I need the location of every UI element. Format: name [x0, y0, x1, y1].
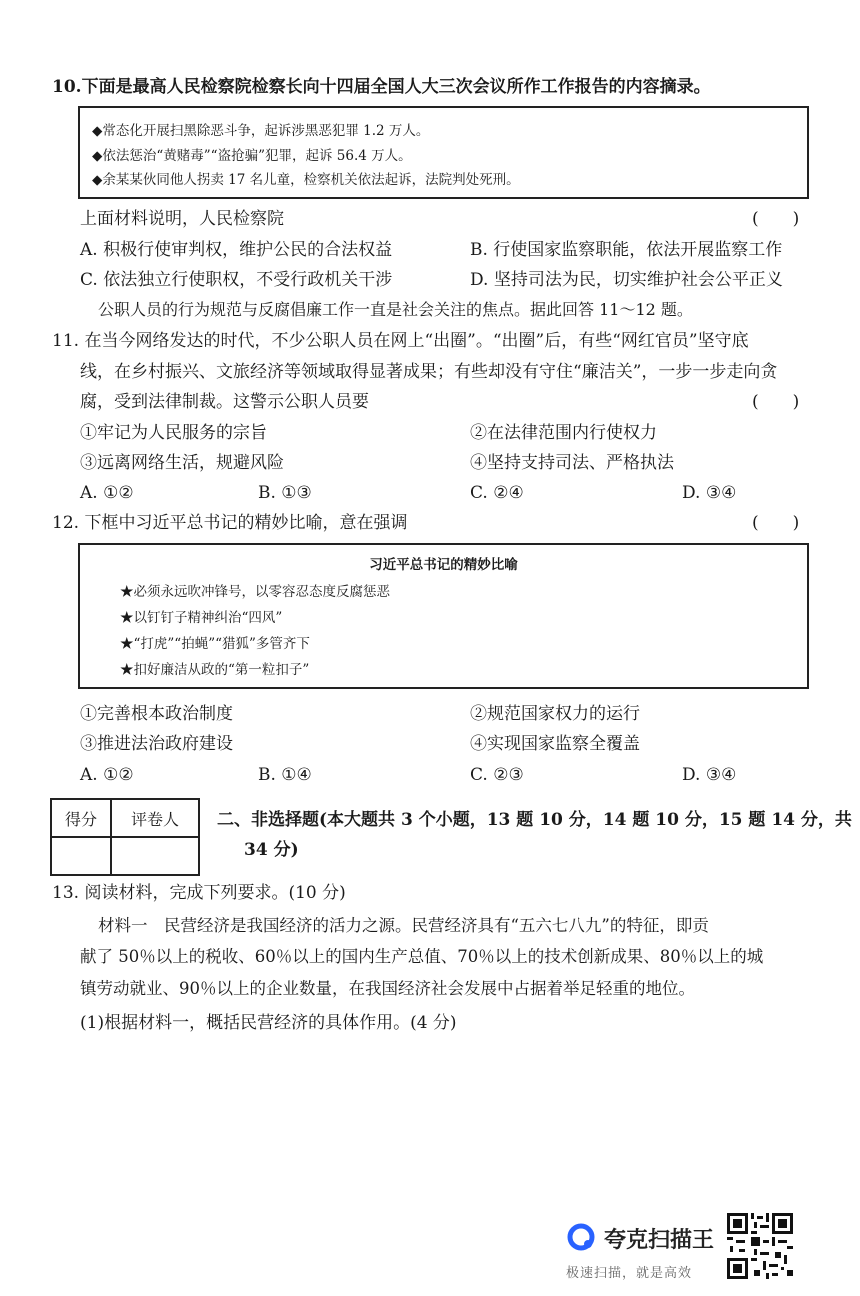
q11-item-3: ③远离网络生活，规避风险 [80, 453, 284, 473]
q12-answer-paren: ( ) [752, 513, 800, 533]
q12-box-title: 习近平总书记的精妙比喻 [369, 557, 518, 573]
q11-choice-c: C. ②④ [470, 483, 524, 503]
q11-choice-b: B. ①③ [258, 483, 312, 503]
q12-box-line-1: ★必须永远吹冲锋号，以零容忍态度反腐惩恶 [120, 584, 390, 600]
q13-material-line-3: 镇劳动就业、90％以上的企业数量，在我国经济社会发展中占据着举足轻重的地位。 [80, 979, 695, 998]
q12-item-4: ④实现国家监察全覆盖 [470, 734, 640, 754]
q13-material-line-2: 献了 50％以上的税收、60％以上的国内生产总值、70％以上的技术创新成果、80％以上的城 [80, 947, 764, 966]
q11-line-1: 11. 在当今网络发达的时代，不少公职人员在网上“出圈”。“出圈”后，有些“网红官员”坚守底 [52, 331, 749, 351]
q10-answer-paren: ( ) [752, 209, 800, 229]
q10-question: 上面材料说明，人民检察院 [80, 209, 284, 229]
score-header: 得分 [51, 799, 111, 837]
scanner-slogan: 极速扫描，就是高效 [566, 1266, 693, 1281]
q12-choice-d: D. ③④ [682, 765, 737, 785]
q12-item-3: ③推进法治政府建设 [80, 734, 233, 754]
score-cell[interactable] [51, 837, 111, 875]
q11-answer-paren: ( ) [752, 392, 800, 412]
q10-option-d: D. 坚持司法为民，切实维护社会公平正义 [470, 270, 783, 290]
q11-item-1: ①牢记为人民服务的宗旨 [80, 423, 267, 443]
q13-material-line-1: 材料一 民营经济是我国经济的活力之源。民营经济具有“五六七八九”的特征，即贡 [98, 916, 709, 935]
grader-cell[interactable] [111, 837, 199, 875]
q11-line-2: 线，在乡村振兴、文旅经济等领域取得显著成果；有些却没有守住“廉洁关”，一步一步走向贪 [80, 362, 778, 382]
qr-code-icon [727, 1213, 793, 1279]
q10-option-a: A. 积极行使审判权，维护公民的合法权益 [80, 240, 393, 260]
q12-item-1: ①完善根本政治制度 [80, 704, 233, 724]
q10-option-b: B. 行使国家监察职能，依法开展监察工作 [470, 240, 783, 260]
q12-choice-c: C. ②③ [470, 765, 524, 785]
q12-quote-box [78, 543, 809, 689]
q11-item-2: ②在法律范围内行使权力 [470, 423, 657, 443]
q10-material-box [78, 106, 809, 199]
q12-box-line-3: ★“打虎”“拍蝇”“猎狐”多管齐下 [120, 636, 310, 652]
q11-line-3: 腐，受到法律制裁。这警示公职人员要 [80, 392, 369, 412]
q12-item-2: ②规范国家权力的运行 [470, 704, 640, 724]
q12-choice-b: B. ①④ [258, 765, 312, 785]
quark-logo-icon [566, 1222, 596, 1252]
scanner-brand-name: 夸克扫描王 [604, 1228, 715, 1253]
q13-stem: 13. 阅读材料，完成下列要求。(10 分) [52, 883, 346, 903]
section2-heading-line-1: 二、非选择题(本大题共 3 个小题，13 题 10 分，14 题 10 分，15 题 14 分，共 [217, 810, 852, 830]
q13-sub-question-1: (1)根据材料一，概括民营经济的具体作用。(4 分) [80, 1013, 457, 1033]
q11-item-4: ④坚持支持司法、严格执法 [470, 453, 674, 473]
section2-heading-line-2: 34 分) [244, 840, 299, 860]
q12-choice-a: A. ①② [80, 765, 134, 785]
q10-box-line-2: ◆依法惩治“黄赌毒”“盗抢骗”犯罪，起诉 56.4 万人。 [92, 148, 412, 164]
intro-11-12: 公职人员的行为规范与反腐倡廉工作一直是社会关注的焦点。据此回答 11～12 题。 [98, 300, 693, 319]
q10-stem: 10.下面是最高人民检察院检察长向十四届全国人大三次会议所作工作报告的内容摘录。 [52, 77, 711, 97]
q12-box-line-2: ★以钉钉子精神纠治“四风” [120, 610, 283, 626]
q12-stem: 12. 下框中习近平总书记的精妙比喻，意在强调 [52, 513, 408, 533]
grader-header: 评卷人 [111, 799, 199, 837]
score-table [50, 798, 200, 876]
q11-choice-d: D. ③④ [682, 483, 737, 503]
q11-choice-a: A. ①② [80, 483, 134, 503]
q10-box-line-3: ◆余某某伙同他人拐卖 17 名儿童，检察机关依法起诉，法院判处死刑。 [92, 172, 520, 188]
q10-option-c: C. 依法独立行使职权，不受行政机关干涉 [80, 270, 393, 290]
q10-box-line-1: ◆常态化开展扫黑除恶斗争，起诉涉黑恶犯罪 1.2 万人。 [92, 123, 430, 139]
q12-box-line-4: ★扣好廉洁从政的“第一粒扣子” [120, 662, 310, 678]
